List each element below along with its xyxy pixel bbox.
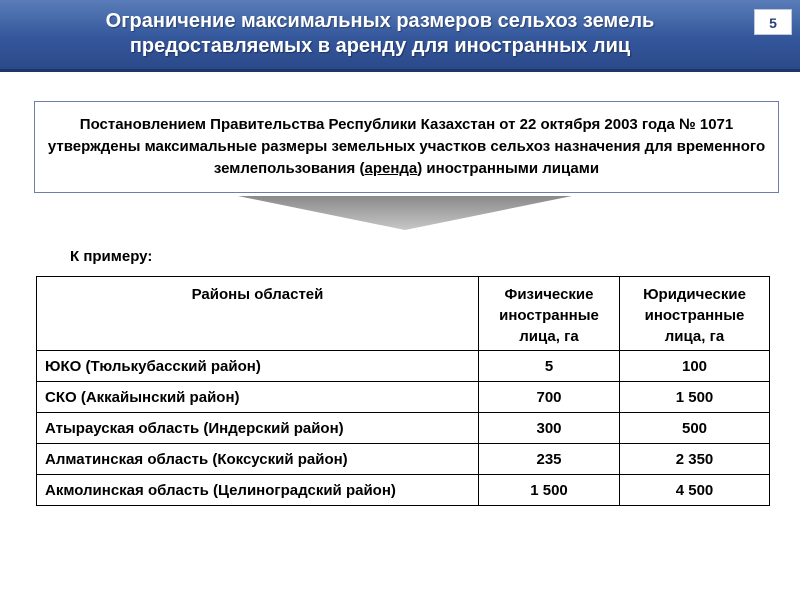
decree-text bbox=[43, 114, 770, 180]
individuals-cell: 5 bbox=[479, 351, 620, 382]
slide-title-line-1: Ограничение максимальных размеров сельхоз земель bbox=[105, 10, 655, 32]
decree-underlined-word: аренда bbox=[364, 160, 418, 177]
legal-cell: 500 bbox=[620, 413, 770, 444]
individuals-cell: 1 500 bbox=[479, 475, 620, 506]
table-row bbox=[37, 382, 770, 413]
region-cell: ЮКО (Тюлькубасский район) bbox=[37, 351, 479, 382]
legal-cell: 2 350 bbox=[620, 444, 770, 475]
table-header-row bbox=[37, 277, 770, 351]
slide-title-line-2: предоставляемых в аренду для иностранных лиц bbox=[129, 35, 631, 57]
legal-cell: 1 500 bbox=[620, 382, 770, 413]
table-row bbox=[37, 444, 770, 475]
decree-text-start: Постановлением Правительства Республики Казахстан от 22 октября 2003 года № 1071 утверждены максимальные размеры земельных участков сельхоз назначения для временного землепользования ( bbox=[47, 116, 766, 177]
individuals-cell: 700 bbox=[479, 382, 620, 413]
region-cell: Акмолинская область (Целиноградский район) bbox=[37, 475, 479, 506]
decree-box bbox=[34, 101, 779, 193]
table-row bbox=[37, 475, 770, 506]
header-legal-entities: Юридические иностранные лица, га bbox=[620, 277, 770, 351]
table-row bbox=[37, 413, 770, 444]
region-cell: СКО (Аккайынский район) bbox=[37, 382, 479, 413]
down-arrow-icon bbox=[238, 196, 572, 230]
land-limits-table bbox=[36, 276, 770, 506]
slide-title bbox=[60, 9, 700, 59]
region-cell: Атырауская область (Индерский район) bbox=[37, 413, 479, 444]
example-label: К примеру: bbox=[70, 248, 153, 265]
region-cell: Алматинская область (Коксуский район) bbox=[37, 444, 479, 475]
table-row bbox=[37, 351, 770, 382]
decree-text-end: ) иностранными лицами bbox=[417, 160, 600, 177]
legal-cell: 4 500 bbox=[620, 475, 770, 506]
page-number-badge: 5 bbox=[754, 9, 792, 35]
individuals-cell: 235 bbox=[479, 444, 620, 475]
header-individuals: Физические иностранные лица, га bbox=[479, 277, 620, 351]
individuals-cell: 300 bbox=[479, 413, 620, 444]
header-regions: Районы областей bbox=[37, 277, 479, 351]
title-bar bbox=[0, 0, 800, 72]
legal-cell: 100 bbox=[620, 351, 770, 382]
